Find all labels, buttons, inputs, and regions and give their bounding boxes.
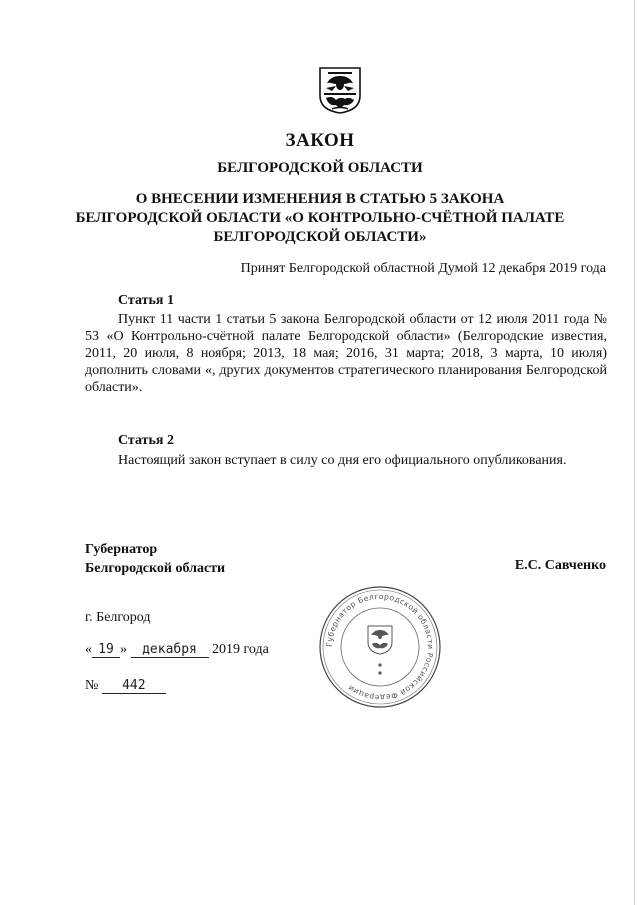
document-subject	[0, 190, 640, 247]
signature-position	[85, 540, 225, 578]
coat-of-arms-icon	[318, 66, 362, 114]
date-open-quote: «	[85, 642, 92, 657]
subject-line: О ВНЕСЕНИИ ИЗМЕНЕНИЯ В СТАТЬЮ 5 ЗАКОНА	[135, 191, 505, 207]
place-of-signing: г. Белгород	[85, 610, 151, 625]
seal-text: Губернатор Белгородской области Российской Федерации	[324, 591, 436, 703]
document-title: ЗАКОН	[285, 130, 355, 151]
position-line: Белгородской области	[85, 561, 226, 576]
article-2-heading: Статья 2	[118, 433, 174, 448]
date-close-quote: »	[120, 642, 127, 657]
scan-edge-line	[634, 0, 635, 905]
article-1-paragraph: Пункт 11 части 1 статьи 5 закона Белгородской области от 12 июля 2011 года № 53 «О Контрольно-счётной палате Белгородской области» (Белгородские известия, 2011, 20 июля, 8 ноября; 2013, 18 мая; 2016, 31 марта; 2018, 3 марта, 10 июля) дополнить словами «, других документов стратегического планирования Белгородской области».	[85, 312, 607, 395]
adoption-note: Принят Белгородской областной Думой 12 декабря 2019 года	[240, 261, 606, 276]
signing-date	[85, 642, 269, 658]
number-prefix: №	[85, 678, 99, 693]
date-year: 2019 года	[212, 642, 269, 657]
date-month: декабря	[131, 643, 209, 658]
subject-line: БЕЛГОРОДСКОЙ ОБЛАСТИ «О КОНТРОЛЬНО-СЧЁТНОЙ ПАЛАТЕ	[75, 210, 565, 226]
document-region: БЕЛГОРОДСКОЙ ОБЛАСТИ	[217, 160, 423, 176]
official-seal-icon	[318, 585, 442, 709]
subject-line: БЕЛГОРОДСКОЙ ОБЛАСТИ»	[213, 229, 427, 245]
date-day: 19	[92, 643, 120, 658]
signatory-name: Е.С. Савченко	[514, 558, 606, 573]
article-2-text	[85, 452, 607, 469]
article-1-heading: Статья 1	[118, 293, 174, 308]
article-2-paragraph: Настоящий закон вступает в силу со дня его официального опубликования.	[118, 453, 567, 468]
position-line: Губернатор	[85, 542, 158, 557]
law-number	[85, 678, 166, 694]
number-value: 442	[102, 679, 166, 694]
article-1-text	[85, 311, 607, 396]
